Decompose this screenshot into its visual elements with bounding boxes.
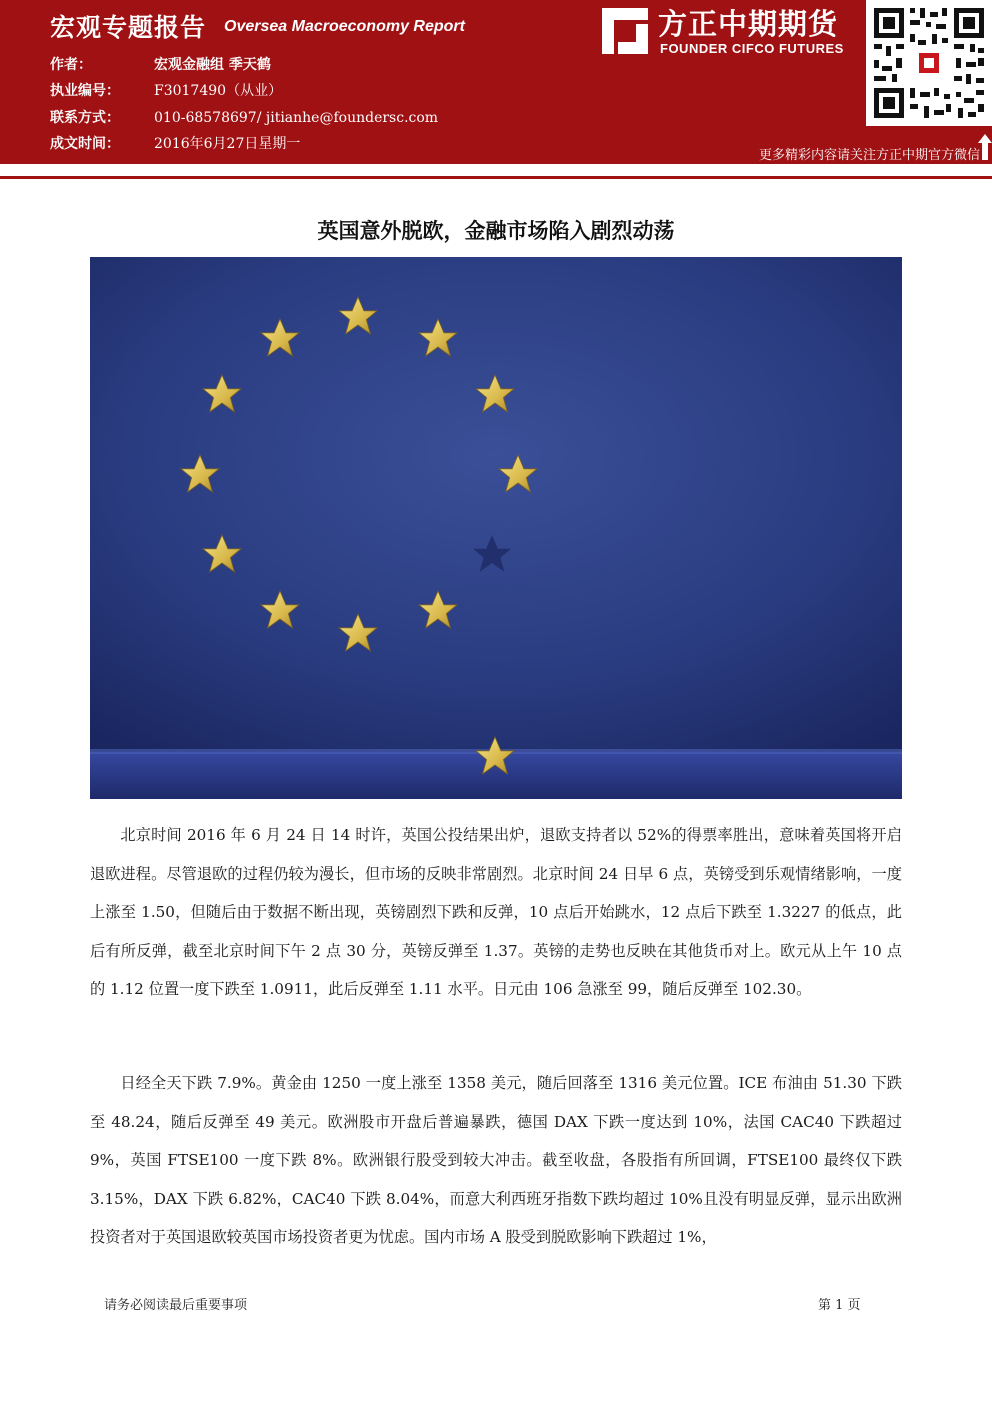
meta-value: 宏观金融组 季天鹤	[154, 57, 271, 73]
founder-logo-icon	[602, 8, 648, 54]
meta-license	[50, 80, 282, 100]
footer-notice: 请务必阅读最后重要事项	[104, 1298, 248, 1313]
body-paragraph: 北京时间 2016 年 6 月 24 日 14 时许，英国公投结果出炉，退欧支持者以 52%的得票率胜出，意味着英国将开启退欧进程。尽管退欧的过程仍较为漫长，但市场的反映非常剧烈。北京时间 24 日早 6 点，英镑受到乐观情绪影响，一度上涨至 1.50，但随后由于数据不断出现，英镑剧烈下跌和反弹，10 点后开始跳水，12 点后下跌至 1.3227 的低点，此后有所反弹，截至北京时间下午 2 点 30 分，英镑反弹至 1.37。英镑的走势也反映在其他货币对上。欧元从上午 10 点的 1.12 位置一度下跌至 1.0911，此后反弹至 1.11 水平。日元由 106 急涨至 99，随后反弹至 102.30。	[90, 826, 902, 998]
body-paragraph: 日经全天下跌 7.9%。黄金由 1250 一度上涨至 1358 美元，随后回落至 1316 美元位置。ICE 布油由 51.30 下跌至 48.24，随后反弹至 49 美元。欧洲股市开盘后普遍暴跌，德国 DAX 下跌一度达到 10%，法国 CAC40 下跌超过 9%，英国 FTSE100 一度下跌 8%。欧洲银行股受到较大冲击。截至收盘，各股指有所回调，FTSE100 最终仅下跌 3.15%，DAX 下跌 6.82%，CAC40 下跌 8.04%，而意大利西班牙指数下跌均超过 10%且没有明显反弹，显示出欧洲投资者对于英国退欧较英国市场投资者更为忧虑。国内市场 A 股受到脱欧影响下跌超过 1%，	[90, 1074, 902, 1246]
qr-code-icon	[866, 0, 992, 126]
eu-flag-photo	[90, 257, 902, 799]
page-number: 第 1 页	[818, 1298, 861, 1313]
meta-value: 010-68578697/ jitianhe@foundersc.com	[154, 110, 439, 126]
meta-value: 2016年6月27日星期一	[154, 136, 301, 152]
report-subtitle: Oversea Macroeconomy Report	[224, 18, 465, 35]
meta-contact	[50, 107, 438, 127]
report-header	[0, 0, 992, 164]
meta-key: 作者：	[50, 57, 92, 73]
follow-wechat-text: 更多精彩内容请关注方正中期官方微信	[758, 148, 980, 163]
meta-author	[50, 54, 271, 74]
header-divider	[0, 176, 992, 179]
meta-date	[50, 133, 300, 153]
logo-text-cn: 方正中期期货	[658, 7, 839, 41]
document-title: 英国意外脱欧，金融市场陷入剧烈动荡	[317, 219, 675, 243]
report-title: 宏观专题报告	[50, 13, 207, 42]
meta-key: 执业编号：	[50, 83, 120, 99]
logo-text-en: FOUNDER CIFCO FUTURES	[660, 41, 844, 56]
meta-key: 成文时间：	[50, 136, 120, 152]
arrow-up-icon	[978, 134, 992, 160]
meta-value: F3017490（从业）	[154, 83, 283, 99]
meta-key: 联系方式：	[50, 110, 120, 126]
